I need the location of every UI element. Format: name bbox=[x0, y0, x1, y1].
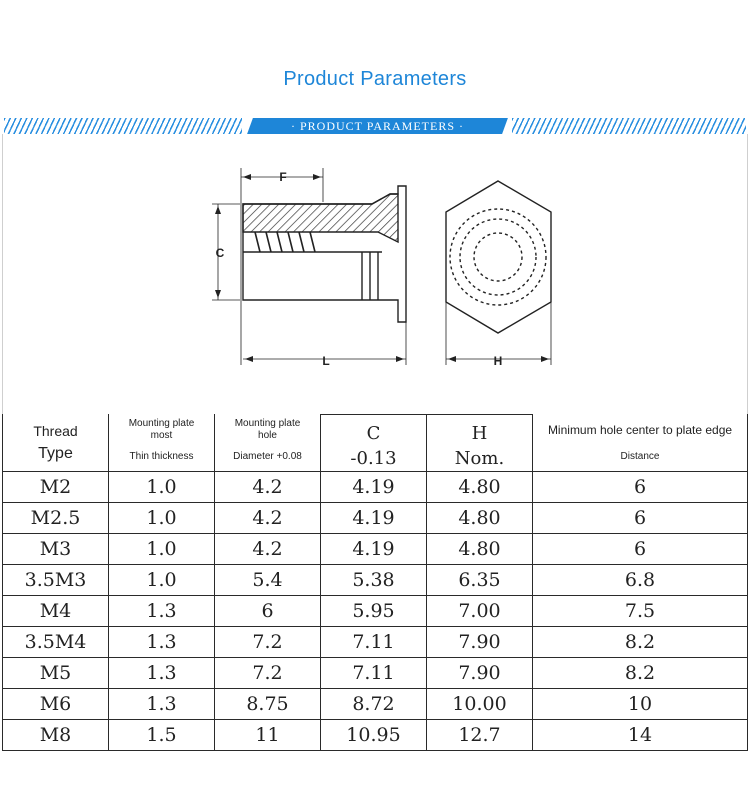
table-row bbox=[3, 720, 748, 751]
cell-c-value: 8.72 bbox=[321, 689, 427, 720]
cell-h-value: 12.7 bbox=[427, 720, 533, 751]
cell-min-distance: 8.2 bbox=[533, 658, 748, 689]
cell-h-value: 4.80 bbox=[427, 472, 533, 503]
cell-c-value: 7.11 bbox=[321, 627, 427, 658]
cell-plate-thickness: 1.3 bbox=[109, 627, 215, 658]
cell-plate-thickness: 1.5 bbox=[109, 720, 215, 751]
table-row bbox=[3, 503, 748, 534]
cell-thread-type: M8 bbox=[3, 720, 109, 751]
dim-label-h: H bbox=[493, 354, 503, 368]
cell-min-distance: 10 bbox=[533, 689, 748, 720]
cell-h-value: 10.00 bbox=[427, 689, 533, 720]
table-row bbox=[3, 627, 748, 658]
cell-c-value: 5.95 bbox=[321, 596, 427, 627]
cell-min-distance: 6 bbox=[533, 503, 748, 534]
side-view bbox=[212, 168, 406, 365]
cell-thread-type: 3.5M3 bbox=[3, 565, 109, 596]
cell-c-value: 4.19 bbox=[321, 472, 427, 503]
table-body bbox=[3, 472, 748, 751]
banner-hatch-right bbox=[512, 118, 746, 134]
cell-min-distance: 6.8 bbox=[533, 565, 748, 596]
cell-plate-hole: 7.2 bbox=[215, 658, 321, 689]
cell-thread-type: 3.5M4 bbox=[3, 627, 109, 658]
cell-plate-hole: 4.2 bbox=[215, 472, 321, 503]
cell-plate-thickness: 1.0 bbox=[109, 565, 215, 596]
cell-thread-type: M6 bbox=[3, 689, 109, 720]
header-plate-thickness: Mounting plate most Thin thickness bbox=[109, 415, 215, 472]
end-view bbox=[446, 181, 551, 365]
cell-thread-type: M2.5 bbox=[3, 503, 109, 534]
cell-plate-thickness: 1.0 bbox=[109, 472, 215, 503]
page-title: Product Parameters bbox=[283, 68, 467, 90]
cell-h-value: 7.90 bbox=[427, 627, 533, 658]
table-row bbox=[3, 596, 748, 627]
cell-thread-type: M5 bbox=[3, 658, 109, 689]
table-row bbox=[3, 534, 748, 565]
cell-thread-type: M3 bbox=[3, 534, 109, 565]
cell-min-distance: 7.5 bbox=[533, 596, 748, 627]
banner-label: · PRODUCT PARAMETERS · bbox=[290, 119, 465, 133]
cell-plate-thickness: 1.3 bbox=[109, 596, 215, 627]
cell-plate-thickness: 1.3 bbox=[109, 658, 215, 689]
cell-plate-thickness: 1.0 bbox=[109, 534, 215, 565]
cell-min-distance: 6 bbox=[533, 472, 748, 503]
dim-label-l: L bbox=[322, 354, 330, 368]
table-row bbox=[3, 565, 748, 596]
table-row bbox=[3, 472, 748, 503]
table-row bbox=[3, 658, 748, 689]
cell-c-value: 10.95 bbox=[321, 720, 427, 751]
cell-h-value: 4.80 bbox=[427, 534, 533, 565]
cell-plate-hole: 4.2 bbox=[215, 503, 321, 534]
header-thread-type: Thread Type bbox=[3, 415, 109, 472]
cell-c-value: 4.19 bbox=[321, 534, 427, 565]
parameters-table bbox=[2, 414, 748, 751]
cell-plate-hole: 8.75 bbox=[215, 689, 321, 720]
banner-hatch-left bbox=[4, 118, 242, 134]
technical-drawing bbox=[0, 160, 750, 380]
cell-min-distance: 8.2 bbox=[533, 627, 748, 658]
dim-label-c: C bbox=[215, 246, 225, 260]
cell-min-distance: 6 bbox=[533, 534, 748, 565]
cell-min-distance: 14 bbox=[533, 720, 748, 751]
cell-plate-hole: 11 bbox=[215, 720, 321, 751]
cell-h-value: 6.35 bbox=[427, 565, 533, 596]
cell-h-value: 4.80 bbox=[427, 503, 533, 534]
cell-plate-hole: 5.4 bbox=[215, 565, 321, 596]
cell-plate-thickness: 1.0 bbox=[109, 503, 215, 534]
header-c: C -0.13 bbox=[321, 415, 427, 472]
cell-h-value: 7.00 bbox=[427, 596, 533, 627]
table-row bbox=[3, 689, 748, 720]
cell-thread-type: M4 bbox=[3, 596, 109, 627]
cell-plate-hole: 6 bbox=[215, 596, 321, 627]
cell-plate-hole: 4.2 bbox=[215, 534, 321, 565]
header-plate-hole: Mounting plate hole Diameter +0.08 bbox=[215, 415, 321, 472]
cell-c-value: 4.19 bbox=[321, 503, 427, 534]
cell-c-value: 7.11 bbox=[321, 658, 427, 689]
header-h: H Nom. bbox=[427, 415, 533, 472]
dim-label-f: F bbox=[279, 170, 287, 184]
table-header-row bbox=[3, 415, 748, 472]
cell-c-value: 5.38 bbox=[321, 565, 427, 596]
cell-thread-type: M2 bbox=[3, 472, 109, 503]
cell-plate-thickness: 1.3 bbox=[109, 689, 215, 720]
cell-h-value: 7.90 bbox=[427, 658, 533, 689]
section-banner bbox=[0, 118, 750, 134]
header-min-distance: Minimum hole center to plate edge Distance bbox=[533, 415, 748, 472]
cell-plate-hole: 7.2 bbox=[215, 627, 321, 658]
